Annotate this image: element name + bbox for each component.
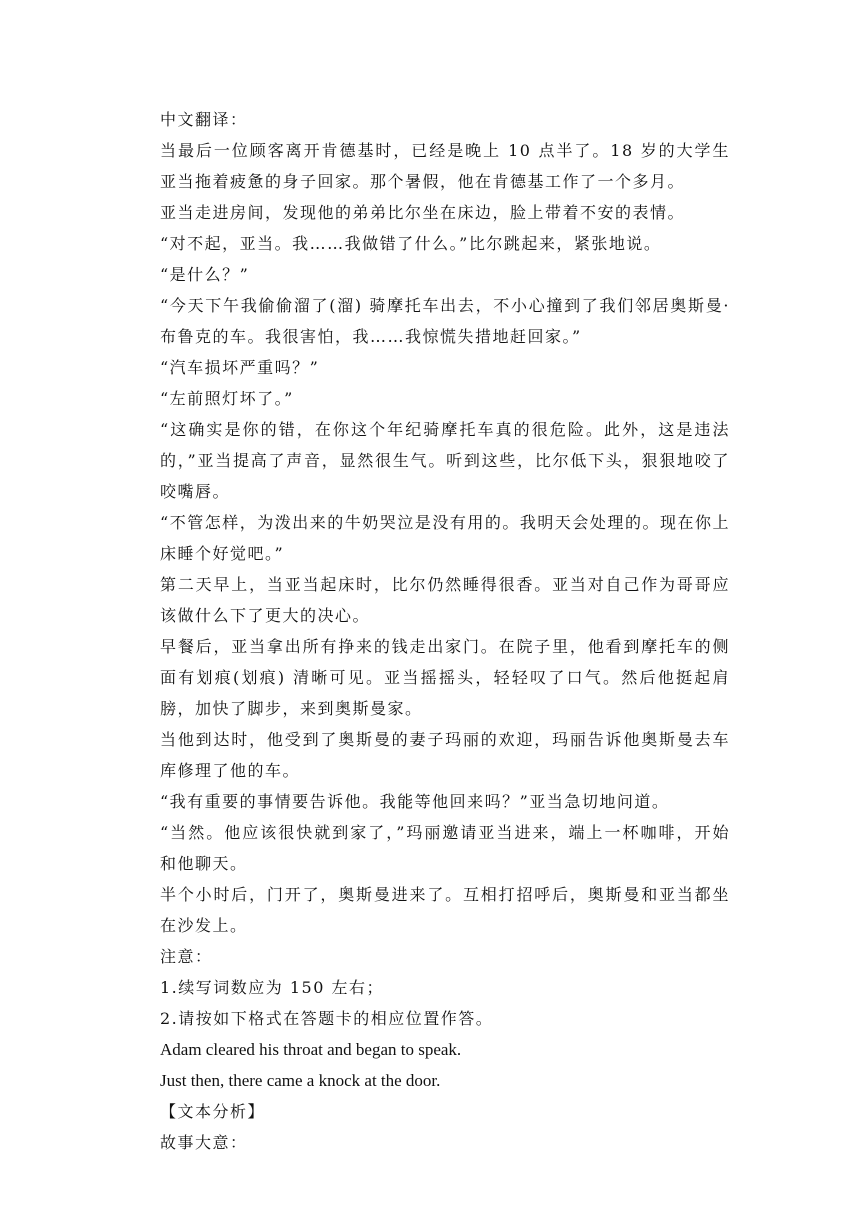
english-line-2: Just then, there came a knock at the door. xyxy=(160,1071,441,1090)
paragraph-7: “左前照灯坏了。” xyxy=(160,389,294,408)
note-heading: 注意： xyxy=(160,947,213,966)
paragraph-6: “汽车损坏严重吗？” xyxy=(160,358,320,377)
analysis-heading: 【文本分析】 xyxy=(160,1102,266,1121)
paragraph-8: “这确实是你的错，在你这个年纪骑摩托车真的很危险。此外，这是违法的，”亚当提高了声音，显然很生气。听到这些，比尔低下头，狠狠地咬了咬嘴唇。 xyxy=(160,420,730,501)
paragraph-15: 半个小时后，门开了，奥斯曼进来了。互相打招呼后，奥斯曼和亚当都坐在沙发上。 xyxy=(160,885,730,935)
paragraph-13: “我有重要的事情要告诉他。我能等他回来吗？”亚当急切地问道。 xyxy=(160,792,670,811)
paragraph-5: “今天下午我偷偷溜了(溜) 骑摩托车出去，不小心撞到了我们邻居奥斯曼·布鲁克的车。我很害怕，我……我惊慌失措地赶回家。” xyxy=(160,296,730,346)
document-body xyxy=(160,104,730,1158)
note-item-1: 1.续写词数应为 150 左右； xyxy=(160,978,384,997)
paragraph-3: “对不起，亚当。我……我做错了什么。”比尔跳起来，紧张地说。 xyxy=(160,234,662,253)
paragraph-14: “当然。他应该很快就到家了，”玛丽邀请亚当进来，端上一杯咖啡，开始和他聊天。 xyxy=(160,823,730,873)
paragraph-2: 亚当走进房间，发现他的弟弟比尔坐在床边，脸上带着不安的表情。 xyxy=(160,203,686,222)
paragraph-10: 第二天早上，当亚当起床时，比尔仍然睡得很香。亚当对自己作为哥哥应该做什么下了更大的决心。 xyxy=(160,575,730,625)
note-item-2: 2.请按如下格式在答题卡的相应位置作答。 xyxy=(160,1009,494,1028)
english-line-1: Adam cleared his throat and began to speak. xyxy=(160,1040,462,1059)
paragraph-12: 当他到达时，他受到了奥斯曼的妻子玛丽的欢迎，玛丽告诉他奥斯曼去车库修理了他的车。 xyxy=(160,730,730,780)
paragraph-11: 早餐后，亚当拿出所有挣来的钱走出家门。在院子里，他看到摩托车的侧面有划痕(划痕) 清晰可见。亚当摇摇头，轻轻叹了口气。然后他挺起肩膀，加快了脚步，来到奥斯曼家。 xyxy=(160,637,730,718)
summary-heading: 故事大意： xyxy=(160,1133,248,1152)
paragraph-9: “不管怎样，为泼出来的牛奶哭泣是没有用的。我明天会处理的。现在你上床睡个好觉吧。” xyxy=(160,513,730,563)
paragraph-1: 当最后一位顾客离开肯德基时，已经是晚上 10 点半了。18 岁的大学生亚当拖着疲惫的身子回家。那个暑假，他在肯德基工作了一个多月。 xyxy=(160,141,730,191)
translation-heading: 中文翻译： xyxy=(160,110,248,129)
paragraph-4: “是什么？” xyxy=(160,265,250,284)
